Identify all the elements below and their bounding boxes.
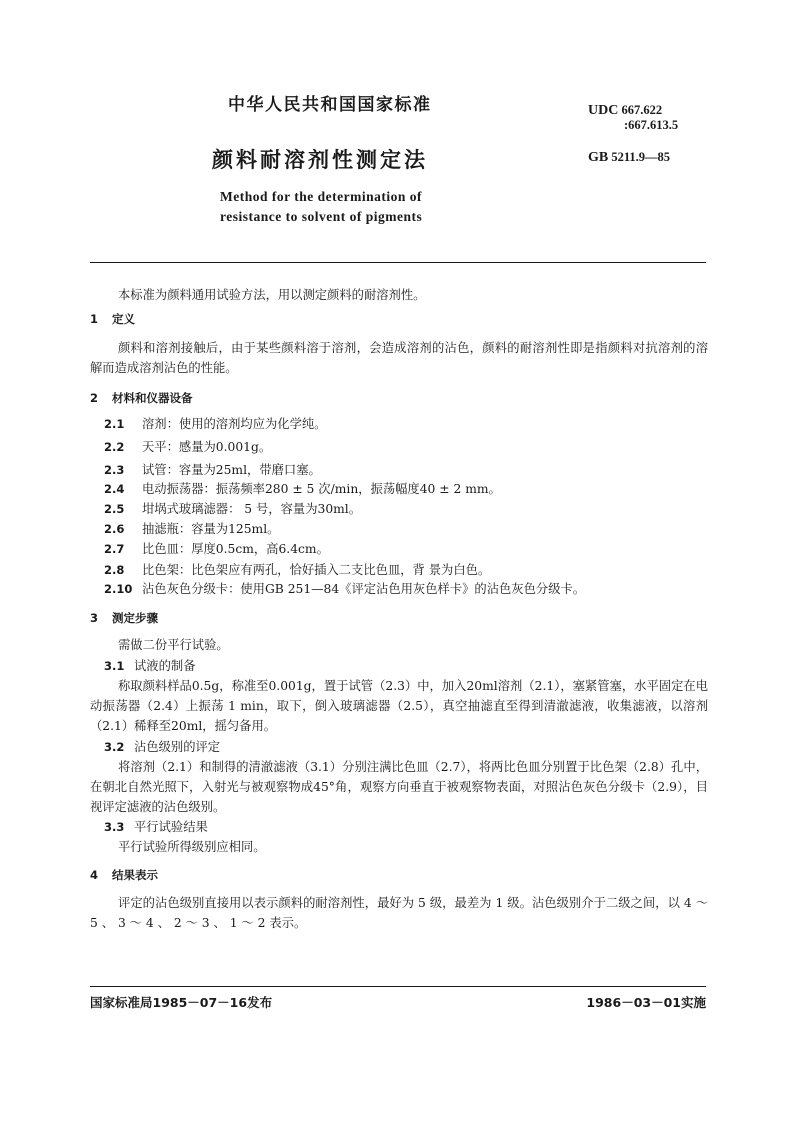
section-1-title: 定义 <box>112 312 135 326</box>
subsection-3-2-text: 将溶剂（2.1）和制得的清澈滤液（3.1）分别注满比色皿（2.7），将两比色皿分别置于比色架（2.8）孔中，在朝北自然光照下，入射光与被观察物成45°角，观察方向垂直于被观察物表面，对照沾色灰色分级卡（2.9），目视评定滤液的沾色级别。 <box>90 760 708 814</box>
list-item: 2.7 比色皿：厚度0.5cm，高6.4cm。 <box>104 542 329 556</box>
section-2-heading <box>90 390 193 406</box>
list-item: 2.5 坩埚式玻璃滤器： 5 号，容量为30ml。 <box>104 502 362 516</box>
section-1-heading <box>90 311 135 327</box>
section-3-title: 测定步骤 <box>112 611 158 625</box>
document-title: 颜料耐溶剂性测定法 <box>212 148 428 172</box>
udc-code <box>588 103 678 133</box>
section-1-text: 颜料和溶剂接触后，由于某些颜料溶于溶剂，会造成溶剂的沾色，颜料的耐溶剂性即是指颜料对抗溶剂的溶解而造成溶剂沾色的性能。 <box>90 341 708 375</box>
section-3-heading <box>90 610 158 626</box>
subsection-3-2-heading: 3.2 沾色级别的评定 <box>104 740 221 754</box>
gb-number: 5211.9—85 <box>611 150 671 164</box>
section-3-intro: 需做二份平行试验。 <box>118 638 229 652</box>
section-2-number: 2 <box>90 391 99 405</box>
subsection-3-1-heading: 3.1 试液的制备 <box>104 659 196 673</box>
subsection-3-3-text: 平行试验所得级别应相同。 <box>118 840 266 854</box>
list-item: 2.8 比色架：比色架应有两孔，恰好插入二支比色皿，背 景为白色。 <box>104 563 491 577</box>
list-item: 2.3 试管：容量为25ml，带磨口塞。 <box>104 463 321 477</box>
section-4-title: 结果表示 <box>112 868 158 882</box>
gb-label: GB <box>588 150 609 165</box>
document-title-english <box>220 187 460 227</box>
list-item: 2.4 电动振荡器：振荡频率280 ± 5 次/min，振荡幅度40 ± 2 mm。 <box>104 482 501 496</box>
section-3-number: 3 <box>90 611 99 625</box>
udc-label: UDC <box>588 103 619 118</box>
section-4-text: 评定的沾色级别直接用以表示颜料的耐溶剂性，最好为 5 级，最差为 1 级。沾色级别介于二级之间，以 4 ～ 5 、 3 ～ 4 、 2 ～ 3 、 1 ～ 2 表示。 <box>90 896 708 930</box>
section-1-number: 1 <box>90 312 99 326</box>
effective-date: 1986－03－01实施 <box>586 995 706 1010</box>
udc-line1: 667.622 <box>621 103 663 117</box>
list-item: 2.2 天平：感量为0.001g。 <box>104 440 272 454</box>
subsection-3-3-heading: 3.3 平行试验结果 <box>104 820 208 834</box>
udc-line2: :667.613.5 <box>624 118 679 132</box>
title-en-line2: resistance to solvent of pigments <box>220 209 423 224</box>
issue-date: 国家标准局1985－07－16发布 <box>90 995 273 1010</box>
section-2-title: 材料和仪器设备 <box>112 391 193 405</box>
gb-code <box>588 150 670 166</box>
title-en-line1: Method for the determination of <box>220 189 422 204</box>
footer-divider <box>90 986 706 987</box>
standard-category: 中华人民共和国国家标准 <box>228 95 432 115</box>
list-item: 2.1 溶剂：使用的溶剂均应为化学纯。 <box>104 417 327 431</box>
intro-paragraph: 本标准为颜料通用试验方法，用以测定颜料的耐溶剂性。 <box>118 288 426 302</box>
section-4-heading <box>90 867 158 883</box>
section-4-number: 4 <box>90 868 99 882</box>
header-divider <box>90 262 706 263</box>
list-item: 2.10 沾色灰色分级卡：使用GB 251—84《评定沾色用灰色样卡》的沾色灰色分级卡。 <box>104 582 586 596</box>
subsection-3-1-text: 称取颜料样品0.5g，称准至0.001g，置于试管（2.3）中，加入20ml溶剂（2.1），塞紧管塞，水平固定在电动振荡器（2.4）上振荡 1 min，取下，倒入玻璃滤器（2.5），真空抽滤直至得到清澈滤液，收集滤液，以溶剂（2.1）稀释至20ml，摇匀备用。 <box>90 679 708 733</box>
list-item: 2.6 抽滤瓶：容量为125ml。 <box>104 522 280 536</box>
